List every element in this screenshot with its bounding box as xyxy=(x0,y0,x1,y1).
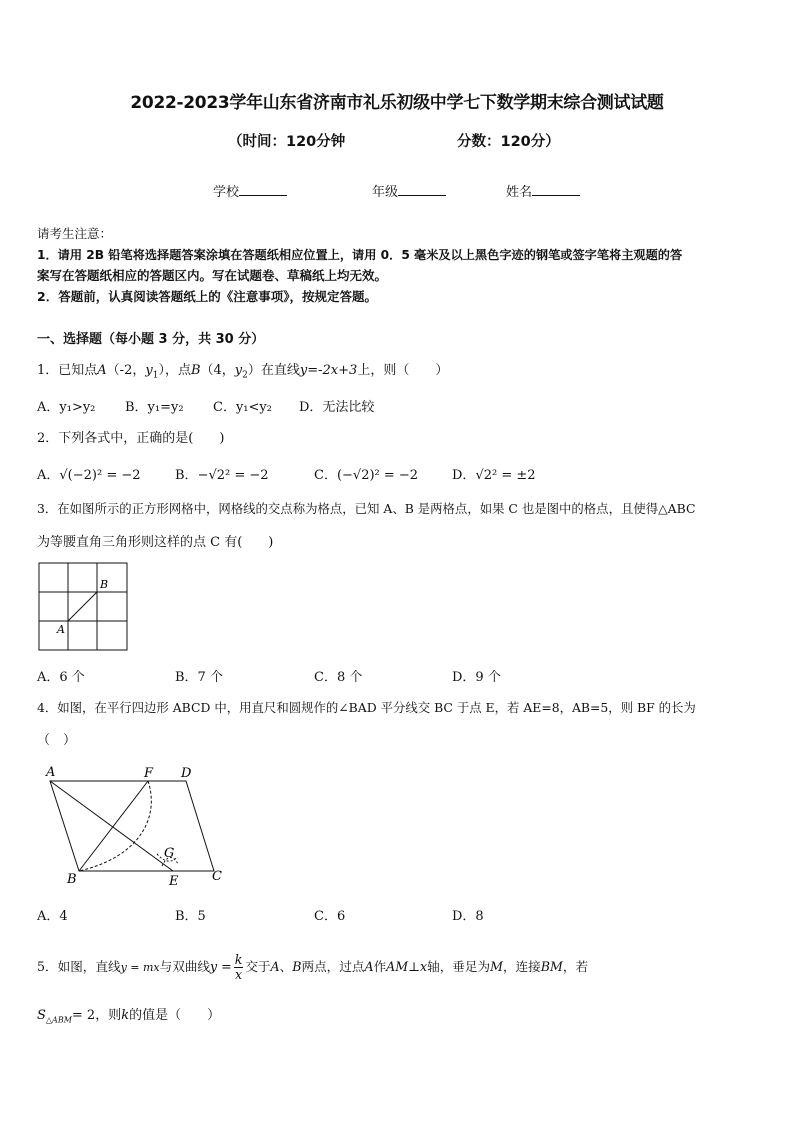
q1-option-d: D．无法比较 xyxy=(299,400,375,415)
exam-time: （时间：120分钟 xyxy=(228,134,346,150)
notice-line1a: 1．请用 2B 铅笔将选择题答案涂填在答题纸相应位置上，请用 0．5 毫米及以上黑色字迹的钢笔或签字笔将主观题的答 xyxy=(37,248,683,262)
q4-parallelogram-figure xyxy=(40,762,240,892)
q3-stem-line1: 3．在如图所示的正方形网格中，网格线的交点称为格点，已知 A、B 是两格点，如果 C 也是图中的格点，且使得△ABC xyxy=(37,501,696,516)
point-e-label: E xyxy=(169,874,179,889)
notice-line2: 2．答题前，认真阅读答题纸上的《注意事项》，按规定答题。 xyxy=(37,289,377,304)
section-heading: 一、选择题（每小题 3 分，共 30 分） xyxy=(37,332,265,347)
q2-option-d: D．√2² = ±2 xyxy=(452,468,536,483)
q4-option-b: B．5 xyxy=(175,909,206,924)
school-blank xyxy=(239,183,287,196)
q2-option-b: B．−√2² = −2 xyxy=(175,468,269,483)
q4-option-a: A．4 xyxy=(37,909,68,924)
q1-option-c: C．y₁<y₂ xyxy=(213,400,272,415)
point-b-label: B xyxy=(67,872,77,887)
name-blank xyxy=(532,183,580,196)
point-d-label: D xyxy=(181,766,192,781)
q4-stem-line2: （ ） xyxy=(37,733,77,748)
q4-option-c: C．6 xyxy=(314,909,346,924)
grade-blank xyxy=(398,183,446,196)
point-a-label: A xyxy=(57,623,65,636)
grade-field xyxy=(372,181,446,200)
q4-option-d: D．8 xyxy=(452,909,484,924)
point-a-label: A xyxy=(46,765,56,780)
exam-score: 分数：120分） xyxy=(457,134,560,150)
q2-option-a: A．√(−2)² = −2 xyxy=(37,468,141,483)
q1-stem: 1．已知点A（-2，$y_1$），点B（4，$y_2$）在直线y=-2x+3上，则（ ） xyxy=(37,363,449,381)
point-b-label: B xyxy=(100,578,109,591)
page-title: 2022-2023学年山东省济南市礼乐初级中学七下数学期末综合测试试题 xyxy=(130,93,664,113)
segment-ab xyxy=(68,592,97,621)
notice-heading: 请考生注意： xyxy=(37,226,113,241)
segment-bf xyxy=(79,781,148,871)
q3-option-a: A．6 个 xyxy=(37,670,85,685)
q3-option-b: B．7 个 xyxy=(175,670,223,685)
point-g-label: G xyxy=(164,846,175,861)
q5-stem-line1: 5．如图，直线y = mx与双曲线y = $\frac{k}{x}$ 交于A、B两点，过点A作AM⊥x轴，垂足为M，连接BM，若 xyxy=(37,952,589,982)
name-label: 姓名 xyxy=(506,185,533,200)
q3-option-d: D．9 个 xyxy=(452,670,501,685)
school-field xyxy=(213,181,287,200)
q3-grid-figure xyxy=(38,562,138,662)
school-label: 学校 xyxy=(213,185,240,200)
point-c-label: C xyxy=(212,869,222,884)
q5-stem-line2: $S_{\triangle ABM}= 2$，则k的值是（ ） xyxy=(37,1008,221,1025)
name-field xyxy=(506,181,580,200)
grade-label: 年级 xyxy=(372,185,399,200)
q3-option-c: C．8 个 xyxy=(314,670,363,685)
parallelogram-abcd xyxy=(50,781,214,871)
q3-stem-line2: 为等腰直角三角形则这样的点 C 有( ) xyxy=(37,535,274,550)
segment-ae xyxy=(50,781,173,871)
q4-stem-line1: 4．如图，在平行四边形 ABCD 中，用直尺和圆规作的∠BAD 平分线交 BC 于点 E，若 AE=8，AB=5，则 BF 的长为 xyxy=(37,700,696,715)
q1-option-b: B．y₁=y₂ xyxy=(125,400,184,415)
notice-line1b: 案写在答题纸相应的答题区内。写在试题卷、草稿纸上均无效。 xyxy=(37,268,388,283)
point-f-label: F xyxy=(144,766,154,781)
q2-stem: 2．下列各式中，正确的是( ) xyxy=(37,431,225,446)
q2-option-c: C．(−√2)² = −2 xyxy=(314,468,419,483)
q1-option-a: A．y₁>y₂ xyxy=(37,400,96,415)
fraction-k-over-x: $\frac{k}{x}$ xyxy=(234,952,243,982)
